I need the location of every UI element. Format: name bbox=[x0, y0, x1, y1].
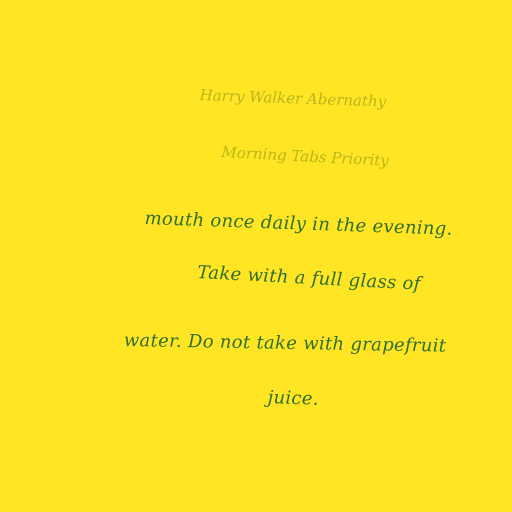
handwritten-name-line: Harry Walker Abernathy bbox=[199, 86, 387, 111]
instruction-line-4: juice. bbox=[267, 387, 320, 410]
instruction-line-3: water. Do not take with grapefruit bbox=[123, 330, 447, 357]
instruction-line-1: mouth once daily in the evening. bbox=[144, 208, 453, 240]
handwritten-detail-line: Morning Tabs Priority bbox=[221, 143, 390, 170]
instruction-line-2: Take with a full glass of bbox=[196, 262, 422, 295]
